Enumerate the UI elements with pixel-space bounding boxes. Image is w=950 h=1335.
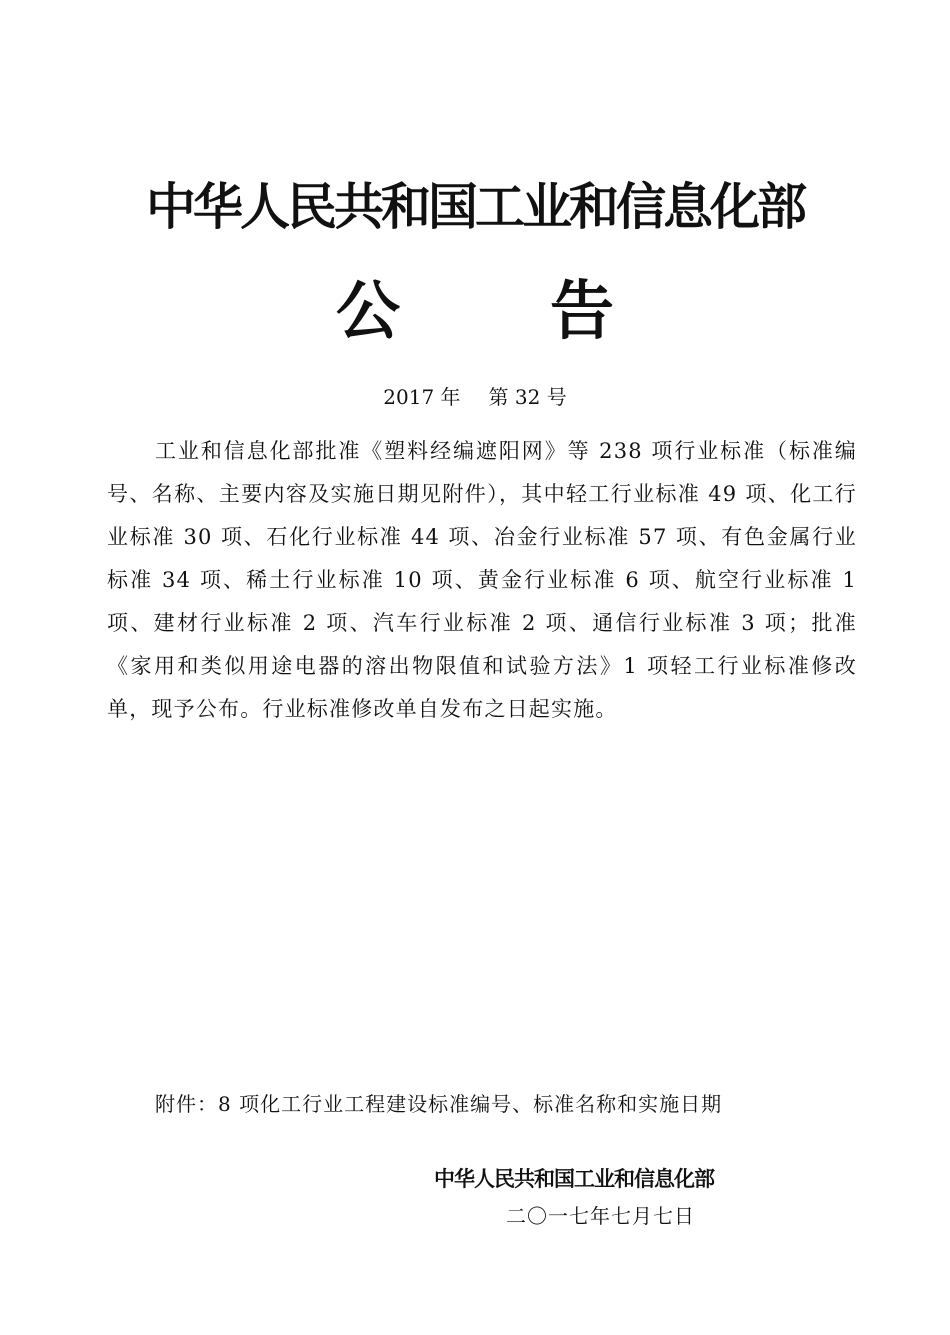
attachment-note: 附件：8 项化工行业工程建设标准编号、标准名称和实施日期 xyxy=(155,1092,723,1116)
document-year: 2017 年 xyxy=(383,385,461,409)
document-number xyxy=(0,382,950,412)
notice-title-char-1: 公 xyxy=(336,275,400,349)
document-issue-number: 第 32 号 xyxy=(488,385,567,409)
signature-date: 二〇一七年七月七日 xyxy=(506,1204,695,1228)
notice-title-char-2: 告 xyxy=(550,275,614,349)
issuer-title: 中华人民共和国工业和信息化部 xyxy=(146,178,804,236)
notice-title xyxy=(0,272,950,352)
signature-organization: 中华人民共和国工业和信息化部 xyxy=(434,1167,714,1191)
body-paragraph: 工业和信息化部批准《塑料经编遮阳网》等 238 项行业标准（标准编号、名称、主要内容及实施日期见附件），其中轻工行业标准 49 项、化工行业标准 30 项、石化行业标准 44 项、冶金行业标准 57 项、有色金属行业标准 34 项、稀土行业标准 10 项、黄金行业标准 6 项、航空行业标准 1 项、建材行业标准 2 项、汽车行业标准 2 项、通信行业标准 3 项；批准《家用和类似用途电器的溶出物限值和试验方法》1 项轻工行业标准修改单，现予公布。行业标准修改单自发布之日起实施。 xyxy=(107,439,857,721)
